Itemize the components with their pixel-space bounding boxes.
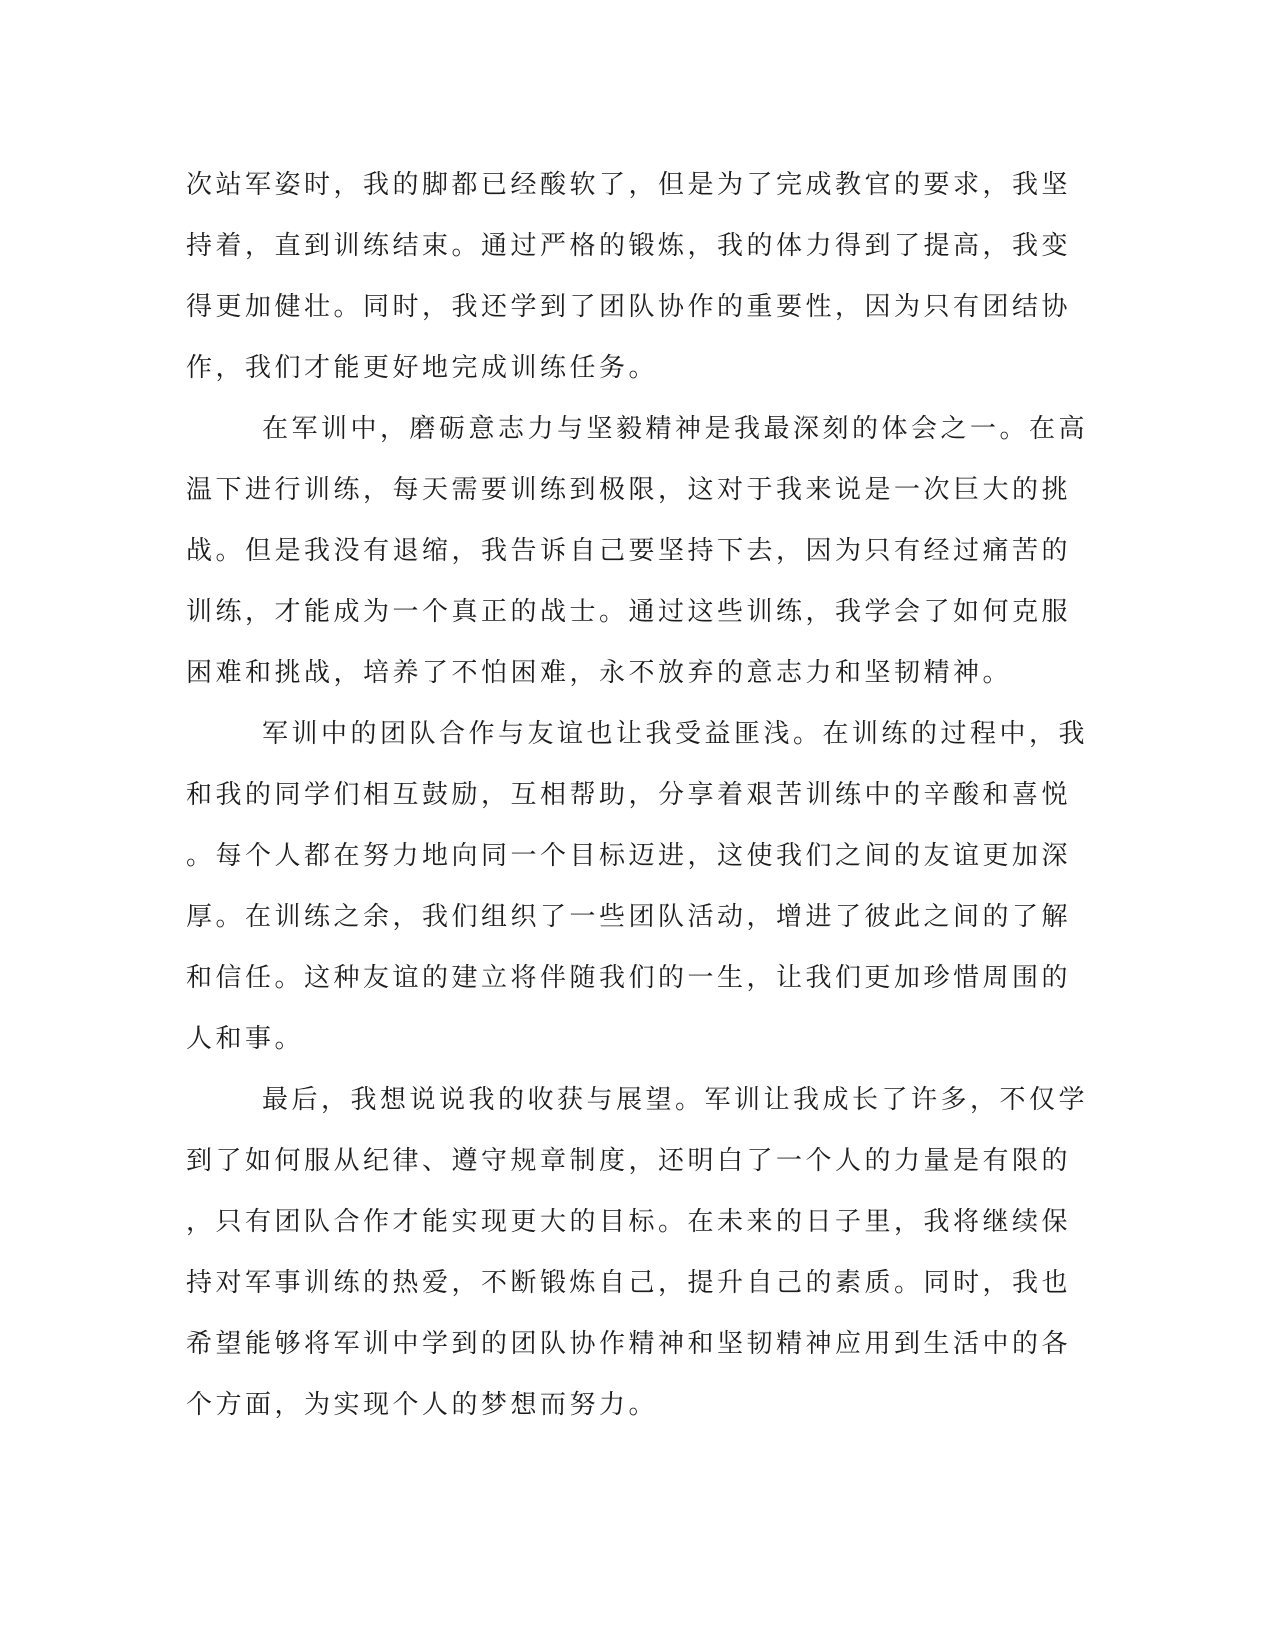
text-line: 次站军姿时，我的脚都已经酸软了，但是为了完成教官的要求，我坚 [186, 170, 1072, 200]
text-line: 得更加健壮。同时，我还学到了团队协作的重要性，因为只有团结协 [186, 292, 1072, 322]
text-line: 训练，才能成为一个真正的战士。通过这些训练，我学会了如何克服 [186, 597, 1072, 627]
text-line: 战。但是我没有退缩，我告诉自己要坚持下去，因为只有经过痛苦的 [186, 536, 1072, 566]
paragraph-3 [186, 704, 1089, 1070]
text-line: 。每个人都在努力地向同一个目标迈进，这使我们之间的友谊更加深 [186, 841, 1072, 871]
paragraph-2 [186, 399, 1089, 704]
text-line: 和信任。这种友谊的建立将伴随我们的一生，让我们更加珍惜周围的 [186, 963, 1072, 993]
text-line: 持着，直到训练结束。通过严格的锻炼，我的体力得到了提高，我变 [186, 231, 1072, 261]
text-line: 作，我们才能更好地完成训练任务。 [186, 353, 659, 383]
text-line: 人和事。 [186, 1024, 305, 1054]
text-line: 在军训中，磨砺意志力与坚毅精神是我最深刻的体会之一。在高 [262, 414, 1089, 444]
paragraph-1 [186, 155, 1072, 399]
paragraph-4 [186, 1070, 1089, 1436]
text-line: ，只有团队合作才能实现更大的目标。在未来的日子里，我将继续保 [186, 1207, 1072, 1237]
text-line: 军训中的团队合作与友谊也让我受益匪浅。在训练的过程中，我 [262, 719, 1089, 749]
text-line: 最后，我想说说我的收获与展望。军训让我成长了许多，不仅学 [262, 1085, 1089, 1115]
text-line: 和我的同学们相互鼓励，互相帮助，分享着艰苦训练中的辛酸和喜悦 [186, 780, 1072, 810]
text-line: 个方面，为实现个人的梦想而努力。 [186, 1390, 659, 1420]
text-line: 希望能够将军训中学到的团队协作精神和坚韧精神应用到生活中的各 [186, 1329, 1072, 1359]
text-line: 到了如何服从纪律、遵守规章制度，还明白了一个人的力量是有限的 [186, 1146, 1072, 1176]
text-line: 持对军事训练的热爱，不断锻炼自己，提升自己的素质。同时，我也 [186, 1268, 1072, 1298]
text-line: 温下进行训练，每天需要训练到极限，这对于我来说是一次巨大的挑 [186, 475, 1072, 505]
text-line: 厚。在训练之余，我们组织了一些团队活动，增进了彼此之间的了解 [186, 902, 1072, 932]
text-line: 困难和挑战，培养了不怕困难，永不放弃的意志力和坚韧精神。 [186, 658, 1013, 688]
document-body [186, 155, 1089, 1436]
